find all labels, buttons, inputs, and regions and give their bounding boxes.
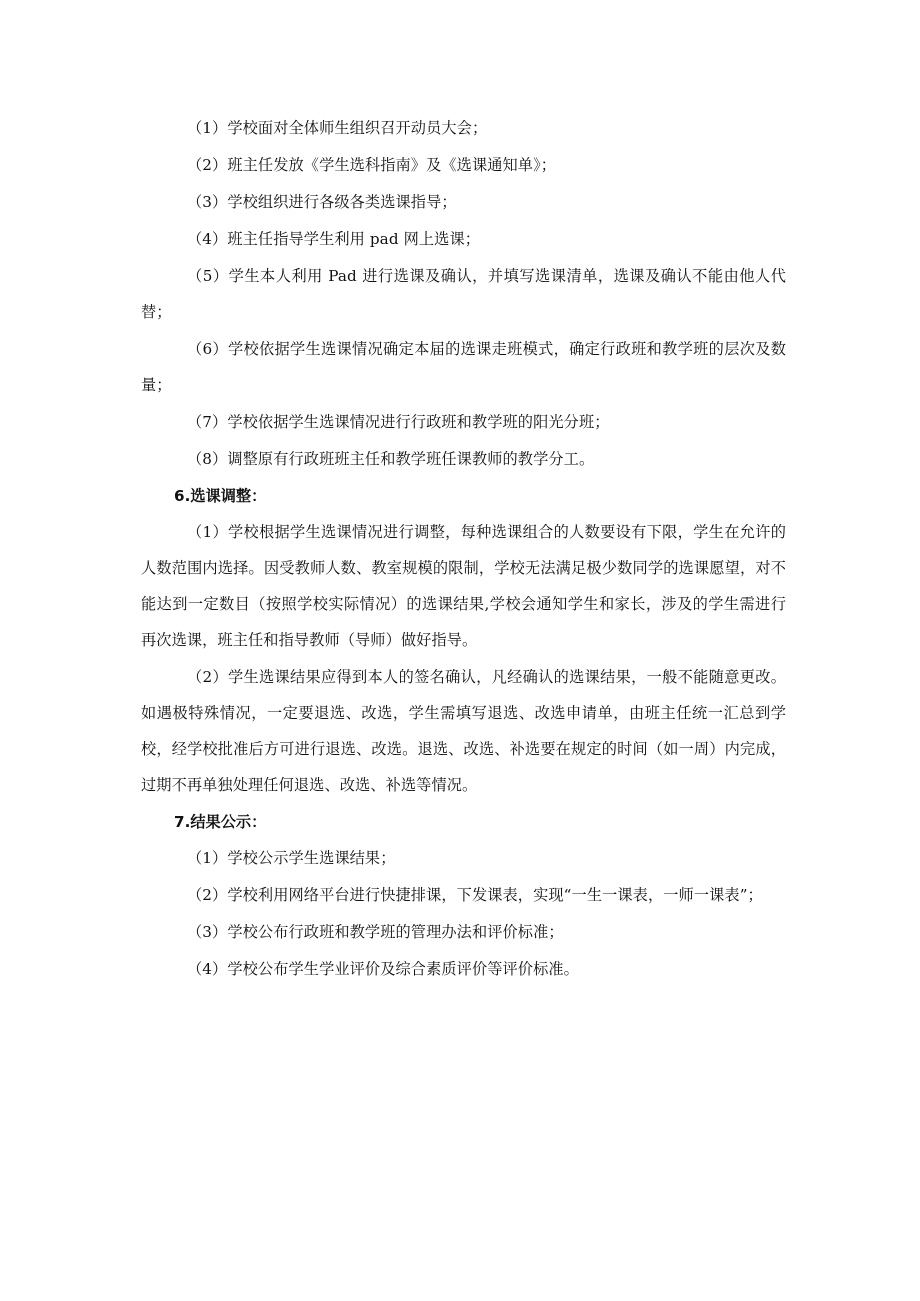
list-item: （2）学生选课结果应得到本人的签名确认，凡经确认的选课结果，一般不能随意更改。如遇极特殊情况，一定要退选、改选，学生需填写退选、改选申请单，由班主任统一汇总到学校，经学校批准后方可进行退选、改选。退选、改选、补选要在规定的时间（如一周）内完成，过期不再单独处理任何退选、改选、补选等情况。	[141, 668, 786, 794]
section-heading-course-adjustment: 6.选课调整：	[174, 487, 267, 505]
document-body	[141, 110, 786, 988]
list-item: （8）调整原有行政班班主任和教学班任课教师的教学分工。	[187, 450, 595, 468]
list-item: （2）学校利用网络平台进行快捷排课，下发课表，实现“一生一课表，一师一课表”；	[187, 886, 763, 904]
list-item: （1）学校公示学生选课结果；	[187, 849, 396, 867]
list-item: （1）学校面对全体师生组织召开动员大会；	[187, 119, 488, 137]
list-item: （5）学生本人利用 Pad 进行选课及确认，并填写选课清单，选课及确认不能由他人代替；	[141, 267, 786, 321]
section-heading-result-announcement: 7.结果公示：	[174, 813, 267, 831]
list-item: （4）班主任指导学生利用 pad 网上选课；	[187, 230, 481, 248]
list-item: （3）学校组织进行各级各类选课指导；	[187, 193, 457, 211]
list-item: （4）学校公布学生学业评价及综合素质评价等评价标准。	[187, 960, 579, 978]
list-item: （2）班主任发放《学生选科指南》及《选课通知单》；	[187, 156, 557, 174]
list-item: （1）学校根据学生选课情况进行调整，每种选课组合的人数要设有下限，学生在允许的人数范围内选择。因受教师人数、教室规模的限制，学校无法满足极少数同学的选课愿望，对不能达到一定数目（按照学校实际情况）的选课结果,学校会通知学生和家长，涉及的学生需进行再次选课，班主任和指导教师（导师）做好指导。	[141, 523, 786, 649]
list-item: （6）学校依据学生选课情况确定本届的选课走班模式，确定行政班和教学班的层次及数量；	[141, 340, 786, 394]
list-item: （3）学校公布行政班和教学班的管理办法和评价标准；	[187, 923, 564, 941]
list-item: （7）学校依据学生选课情况进行行政班和教学班的阳光分班；	[187, 413, 610, 431]
